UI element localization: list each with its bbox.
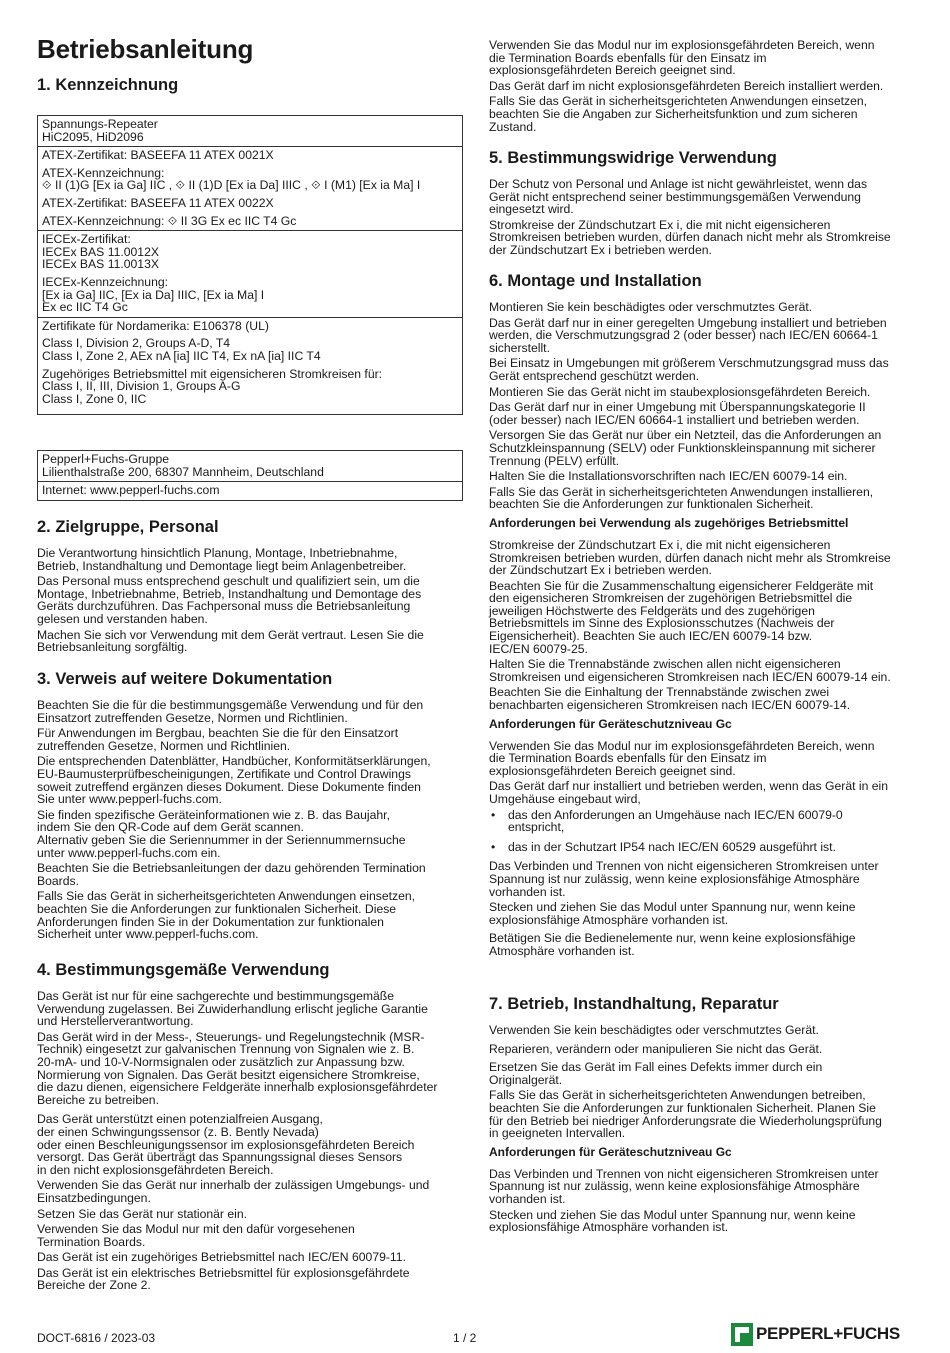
paragraph: Stecken und ziehen Sie das Modul unter Spannung nur, wenn keine explosionsfähige Atmosphäre vorhanden ist. [489, 1207, 856, 1235]
bullet-list [489, 809, 917, 854]
paragraph: Verwenden Sie das Modul nur im explosionsgefährdeten Bereich, wenn die Termination Boards ebenfalls für den Einsatz im explosionsgefährdeten Bereich geeignet sind. [489, 38, 875, 78]
section-kennzeichnung [37, 76, 465, 95]
paragraph: Beachten Sie die Betriebsanleitungen der dazu gehörenden Termination Boards. [37, 861, 426, 888]
paragraph: Die Verantwortung hinsichtlich Planung, Montage, Inbetriebnahme, Betrieb, Instandhaltung und Demontage liegt beim Anlagenbetreiber. [37, 546, 407, 573]
paragraph: Montieren Sie kein beschädigtes oder verschmutztes Gerät. [489, 300, 813, 314]
brand-logo [731, 1322, 900, 1346]
marking-text: IECEx-Kennzeichnung: [Ex ia Ga] IIC, [Ex ia Da] IIIC, [Ex ia Ma] I Ex ec IIC T4 Gc [42, 274, 265, 315]
paragraph: Beachten Sie die für die bestimmungsgemäße Verwendung und für den Einsatzort zutreffenden Gesetze, Normen und Richtlinien. [37, 698, 424, 725]
manufacturer-cell [38, 451, 462, 482]
section-heading: 1. Kennzeichnung [37, 76, 179, 94]
paragraph: Verwenden Sie das Modul nur mit den dafür vorgesehenen Termination Boards. [37, 1222, 355, 1249]
document-id: DOCT-6816 / 2023-03 [37, 1331, 156, 1345]
paragraph: Das Gerät darf im nicht explosionsgefährdeten Bereich installiert werden. [489, 78, 884, 93]
paragraph: Das Gerät darf nur in einer Umgebung mit Überspannungskategorie II (oder besser) nach IEC/EN 60664-1 installiert und betrieben werden. [489, 400, 866, 427]
paragraph: Falls Sie das Gerät in sicherheitsgerichteten Anwendungen einsetzen, beachten Sie die Angaben zur Sicherheitsfunktion und zum sicheren Zustand. [489, 94, 868, 134]
paragraph: Betätigen Sie die Bedienelemente nur, wenn keine explosionsfähige Atmosphäre vorhanden ist. [489, 931, 856, 958]
marking-text: Spannungs-Repeater HiC2095, HiD2096 [42, 117, 158, 144]
paragraph: Für Anwendungen im Bergbau, beachten Sie die für den Einsatzort zutreffenden Gesetze, Normen und Richtlinien. [37, 726, 399, 753]
marking-text: IECEx-Zertifikat: IECEx BAS 11.0012X IECEx BAS 11.0013X [42, 232, 159, 272]
section-zielgruppe [37, 518, 465, 654]
manufacturer-table [37, 450, 463, 501]
section-heading: 2. Zielgruppe, Personal [37, 518, 219, 536]
paragraph: Das Gerät unterstützt einen potenzialfreien Ausgang, der einen Schwingungssensor (z. B. Bently Nevada) oder einen Beschleunigungssensor im explosionsgefährdeten Bereich versorgt. Das Gerät überträgt das Spannungssignal dieses Sensors in den nicht explosionsgefährdeten Bereich. [37, 1112, 415, 1177]
paragraph: Die entsprechenden Datenblätter, Handbücher, Konformitätserklärungen, EU-Baumusterprüfbescheinigungen, Zertifikate und Control Drawings soweit zutreffend ergänzen dieses Dokument. Diese Dokumente finden Sie unter www.pepperl-fuchs.com. [37, 754, 431, 807]
paragraph: Verwenden Sie kein beschädigtes oder verschmutztes Gerät. [489, 1023, 819, 1037]
section-dokumentation [37, 670, 465, 941]
paragraph: Das Gerät wird in der Mess-, Steuerungs- und Regelungstechnik (MSR- Technik) eingesetzt zur galvanischen Trennung von Signalen wie z. B. 20-mA- und 10-V-Normsignalen oder zusätzlich zur Anpassung bzw. Normierung von Signalen. Das Gerät besitzt eigensichere Stromkreise, die dazu dienen, eigensichere Feldgeräte innerhalb explosionsgefährdeter Bereiche zu betreiben. [37, 1029, 438, 1107]
paragraph: Halten Sie die Installationsvorschriften nach IEC/EN 60079-14 ein. [489, 469, 848, 484]
paragraph: Reparieren, verändern oder manipulieren Sie nicht das Gerät. [489, 1041, 823, 1056]
paragraph: Beachten Sie für die Zusammenschaltung eigensicherer Feldgeräte mit den eigensicheren Stromkreisen der zugehörigen Betriebsmittel die jeweiligen Höchstwerte des Feldgeräts und des zugehörigen Betriebsmittels im Sinne des Explosionsschutzes (Nachweis der Eigensicherheit). Beachten Sie auch IEC/EN 60079-14 bzw. IEC/EN 60079-25. [489, 578, 874, 656]
paragraph: Das Gerät ist ein zugehöriges Betriebsmittel nach IEC/EN 60079-11. [37, 1250, 406, 1265]
marking-text: ATEX-Kennzeichnung: ⟐ II (1)G [Ex ia Ga] IIC , ⟐ II (1)D [Ex ia Da] IIIC , ⟐ I (M1) [Ex ia Ma] I [42, 165, 421, 193]
marking-text: Class I, Division 2, Groups A-D, T4 Class I, Zone 2, AEx nA [ia] IIC T4, Ex nA [ia] IIC T4 [42, 336, 321, 363]
subsection-heading: Anforderungen bei Verwendung als zugehöriges Betriebsmittel [489, 515, 849, 530]
marking-cell [38, 231, 462, 318]
paragraph: Falls Sie das Gerät in sicherheitsgerichteten Anwendungen einsetzen, beachten Sie die Anforderungen zur funktionalen Sicherheit. Diese Anforderungen finden Sie in der Dokumentation zur funktionalen Sicherheit unter www.pepperl-fuchs.com. [37, 889, 416, 942]
bullet-item: • das in der Schutzart IP54 nach IEC/EN 60529 ausgeführt ist. [489, 841, 917, 854]
marking-text: Zugehöriges Betriebsmittel mit eigensicheren Stromkreisen für: Class I, II, III, Division 1, Groups A-G Class I, Zone 0, IIC [42, 366, 383, 406]
paragraph: Stromkreise der Zündschutzart Ex i, die mit nicht eigensicheren Stromkreisen betrieben wurden, dürfen danach nicht mehr als Stromkreise der Zündschutzart Ex i betrieben werden. [489, 537, 891, 578]
paragraph: Halten Sie die Trennabstände zwischen allen nicht eigensicheren Stromkreisen und eigensicheren Stromkreisen nach IEC/EN 60079-14 ein. [489, 657, 891, 684]
section-heading: 3. Verweis auf weitere Dokumentation [37, 670, 333, 688]
section-bestimmungsgemaess-continued [489, 39, 917, 133]
manufacturer-address: Pepperl+Fuchs-Gruppe Lilienthalstraße 200, 68307 Mannheim, Deutschland [42, 452, 324, 479]
marking-text: ATEX-Zertifikat: BASEEFA 11 ATEX 0022X [42, 195, 274, 210]
paragraph: Falls Sie das Gerät in sicherheitsgerichteten Anwendungen betreiben, beachten Sie die Anforderungen zur funktionalen Sicherheit. Planen Sie für den Betrieb bei niedriger Anforderungsrate die Wiederholungsprüfung in geeigneten Intervallen. [489, 1088, 882, 1141]
bullet-item: • das den Anforderungen an Umgehäuse nach IEC/EN 60079-0 entspricht, [489, 809, 917, 834]
paragraph: Das Verbinden und Trennen von nicht eigensicheren Stromkreisen unter Spannung ist nur zulässig, wenn keine explosionsfähige Atmosphäre vorhanden ist. [489, 859, 879, 899]
paragraph: Versorgen Sie das Gerät nur über ein Netzteil, das die Anforderungen an Schutzkleinspannung (SELV) oder Funktionskleinspannung mit sicherer Trennung (PELV) erfüllt. [489, 428, 882, 468]
paragraph: Setzen Sie das Gerät nur stationär ein. [37, 1206, 248, 1221]
paragraph: Bei Einsatz in Umgebungen mit größerem Verschmutzungsgrad muss das Gerät entsprechend geschützt werden. [489, 356, 889, 383]
marking-cell [38, 147, 462, 231]
paragraph: Sie finden spezifische Geräteinformationen wie z. B. das Baujahr, indem Sie den QR-Code auf dem Gerät scannen. Alternativ geben Sie die Seriennummer in der Seriennummernsuche unter www.pepperl-fuchs.com ein. [37, 807, 406, 860]
paragraph: Das Gerät ist nur für eine sachgerechte und bestimmungsgemäße Verwendung zugelassen. Bei Zuwiderhandlung erlischt jegliche Garantie und Herstellerverantwortung. [37, 989, 428, 1029]
paragraph: Das Gerät ist ein elektrisches Betriebsmittel für explosionsgefährdete Bereiche der Zone 2. [37, 1265, 410, 1293]
subsection-heading: Anforderungen für Geräteschutzniveau Gc [489, 1144, 732, 1159]
paragraph: Falls Sie das Gerät in sicherheitsgerichteten Anwendungen installieren, beachten Sie die Anforderungen zur funktionalen Sicherheit. [489, 484, 874, 512]
paragraph: Beachten Sie die Einhaltung der Trennabstände zwischen zwei benachbarten eigensicheren Stromkreisen nach IEC/EN 60079-14. [489, 685, 851, 713]
marking-cell [38, 116, 462, 147]
paragraph: Montieren Sie das Gerät nicht im staubexplosionsgefährdeten Bereich. [489, 384, 871, 399]
section-montage [489, 272, 917, 958]
paragraph: Machen Sie sich vor Verwendung mit dem Gerät vertraut. Lesen Sie die Betriebsanleitung sorgfältig. [37, 627, 424, 655]
marking-text: ATEX-Kennzeichnung: ⟐ II 3G Ex ec IIC T4 Gc [42, 213, 297, 228]
section-heading: 4. Bestimmungsgemäße Verwendung [37, 961, 330, 979]
paragraph: Ersetzen Sie das Gerät im Fall eines Defekts immer durch ein Originalgerät. [489, 1060, 823, 1087]
manufacturer-internet: Internet: www.pepperl-fuchs.com [42, 483, 220, 498]
subsection-heading: Anforderungen für Geräteschutzniveau Gc [489, 716, 732, 731]
section-heading: 7. Betrieb, Instandhaltung, Reparatur [489, 995, 779, 1013]
section-bestimmungsgemaess [37, 961, 465, 1292]
paragraph: Das Gerät darf nur in einer geregelten Umgebung installiert und betrieben werden, die Verschmutzungsgrad 2 (oder besser) nach IEC/EN 60664-1 sicherstellt. [489, 315, 887, 355]
section-betrieb [489, 995, 917, 1234]
marking-cell [38, 318, 462, 415]
marking-table [37, 115, 463, 415]
brand-name: PEPPERL+FUCHS [756, 1324, 900, 1343]
paragraph: Verwenden Sie das Gerät nur innerhalb der zulässigen Umgebungs- und Einsatzbedingungen. [37, 1178, 430, 1205]
section-heading: 5. Bestimmungswidrige Verwendung [489, 149, 777, 167]
marking-text: Zertifikate für Nordamerika: E106378 (UL) [42, 318, 269, 333]
pf-logo-icon [731, 1323, 753, 1346]
paragraph: Stromkreise der Zündschutzart Ex i, die mit nicht eigensicheren Stromkreisen betrieben wurden, dürfen danach nicht mehr als Stromkreise der Zündschutzart Ex i betrieben werden. [489, 217, 891, 257]
paragraph: Das Gerät darf nur installiert und betrieben werden, wenn das Gerät in ein Umgehäuse eingebaut wird, [489, 779, 889, 806]
document-title: Betriebsanleitung [37, 34, 254, 64]
paragraph: Verwenden Sie das Modul nur im explosionsgefährdeten Bereich, wenn die Termination Boards ebenfalls für den Einsatz im explosionsgefährdeten Bereich geeignet sind. [489, 738, 875, 778]
page-number: 1 / 2 [453, 1331, 477, 1345]
paragraph: Der Schutz von Personal und Anlage ist nicht gewährleistet, wenn das Gerät nicht entsprechend seiner bestimmungsgemäßen Verwendung eingesetzt wird. [489, 177, 868, 217]
section-heading: 6. Montage und Installation [489, 272, 702, 290]
section-bestimmungswidrig [489, 149, 917, 257]
manufacturer-cell [38, 482, 462, 500]
marking-text: ATEX-Zertifikat: BASEEFA 11 ATEX 0021X [42, 148, 274, 163]
paragraph: Stecken und ziehen Sie das Modul unter Spannung nur, wenn keine explosionsfähige Atmosphäre vorhanden ist. [489, 900, 856, 927]
paragraph: Das Verbinden und Trennen von nicht eigensicheren Stromkreisen unter Spannung ist nur zulässig, wenn keine explosionsfähige Atmosphäre vorhanden ist. [489, 1166, 879, 1206]
paragraph: Das Personal muss entsprechend geschult und qualifiziert sein, um die Montage, Inbetriebnahme, Betrieb, Instandhaltung und Demontage des Geräts durchzuführen. Das Fachpersonal muss die Betriebsanleitung gelesen und verstanden haben. [37, 574, 422, 626]
